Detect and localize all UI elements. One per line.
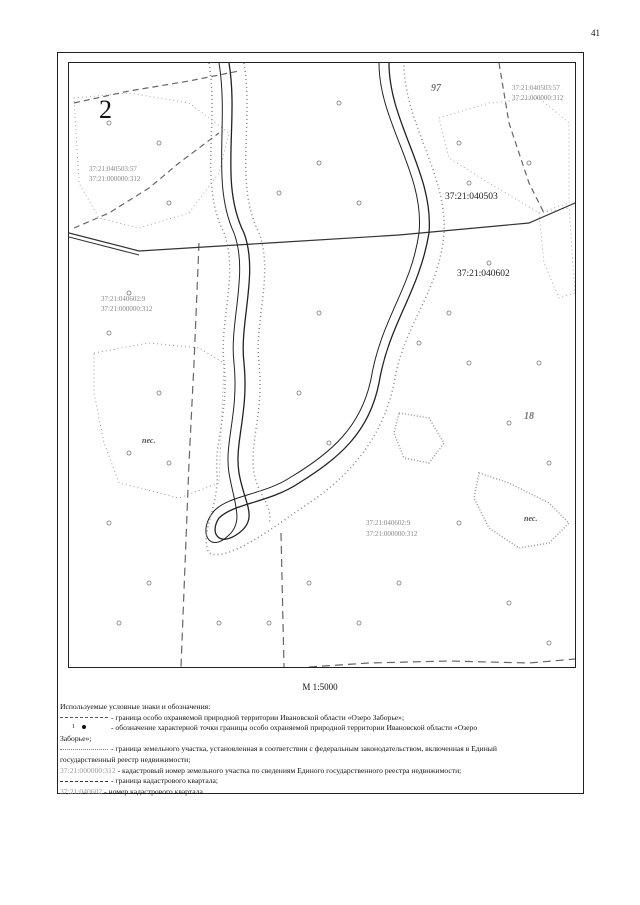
protected-boundary-symbol xyxy=(60,717,108,718)
map xyxy=(68,62,576,668)
dotted-area xyxy=(474,473,569,548)
place-label: пес. xyxy=(142,436,156,445)
vegetation-symbols xyxy=(107,101,551,645)
block-number: 18 xyxy=(524,411,534,422)
legend-item: - граница земельного участка, установленная в соответствии с федеральным законодательством, включенная в Единый xyxy=(60,744,580,755)
sample-cadastral-number: 37:21:000000:312 xyxy=(60,765,116,775)
cadastral-label: 37:21:000000:312 xyxy=(89,175,141,183)
dotted-area xyxy=(74,93,229,228)
cadastral-label: 37:21:040503:57 xyxy=(89,165,137,173)
legend-item: - граница кадастрового квартала; xyxy=(60,776,580,787)
legend-item: 37:21:000000:312 - кадастровый номер земельного участка по сведениям Единого государственного реестра недвижимости; xyxy=(60,765,462,775)
protected-area-boundary xyxy=(206,63,444,555)
quarter-boundary xyxy=(309,659,575,667)
map-scale: М 1:5000 xyxy=(302,682,338,692)
parcel-boundary-symbol xyxy=(60,749,108,750)
sample-quarter-number: 37:21:040602 xyxy=(60,786,103,796)
cadastral-label: 37:21:040503:57 xyxy=(512,84,560,92)
map-canvas xyxy=(69,63,575,667)
legend xyxy=(60,702,580,797)
quarter-label: 37:21:040503 xyxy=(445,192,498,202)
block-number: 97 xyxy=(431,83,441,94)
page-number: 41 xyxy=(591,28,600,38)
road-line xyxy=(69,203,575,251)
legend-item-cont: Заборье»; xyxy=(60,733,92,743)
river-line xyxy=(206,63,420,543)
legend-item: 37:21:040602 - номер кадастрового квартала xyxy=(60,786,203,796)
sheet-number: 2 xyxy=(99,95,112,124)
cadastral-label: 37:21:040602:9 xyxy=(101,295,146,303)
cadastral-label: 37:21:000000:312 xyxy=(101,305,153,313)
dotted-area xyxy=(394,413,444,463)
place-label: пес. xyxy=(524,514,538,523)
quarter-boundary-symbol xyxy=(60,781,108,782)
cadastral-label: 37:21:000000:312 xyxy=(512,94,564,102)
legend-title: Используемые условные знаки и обозначения: xyxy=(60,702,211,711)
dotted-area xyxy=(539,208,575,298)
dotted-area xyxy=(94,343,224,498)
legend-item: - граница особо охраняемой природной территории Ивановской области «Озеро Заборье»; xyxy=(60,713,580,724)
quarter-boundary xyxy=(181,243,199,667)
cadastral-label: 37:21:000000:312 xyxy=(366,530,418,538)
quarter-label: 37:21:040602 xyxy=(457,269,510,279)
quarter-boundary xyxy=(281,533,284,667)
cadastral-label: 37:21:040602:9 xyxy=(366,519,411,527)
road-line xyxy=(69,237,139,255)
legend-item-cont: государственный реестр недвижимости; xyxy=(60,754,191,764)
legend-item: 1 - обозначение характерной точки границы особо охраняемой природной территории Ивановской области «Озеро xyxy=(60,723,580,734)
point-symbol: 1 xyxy=(60,725,108,731)
